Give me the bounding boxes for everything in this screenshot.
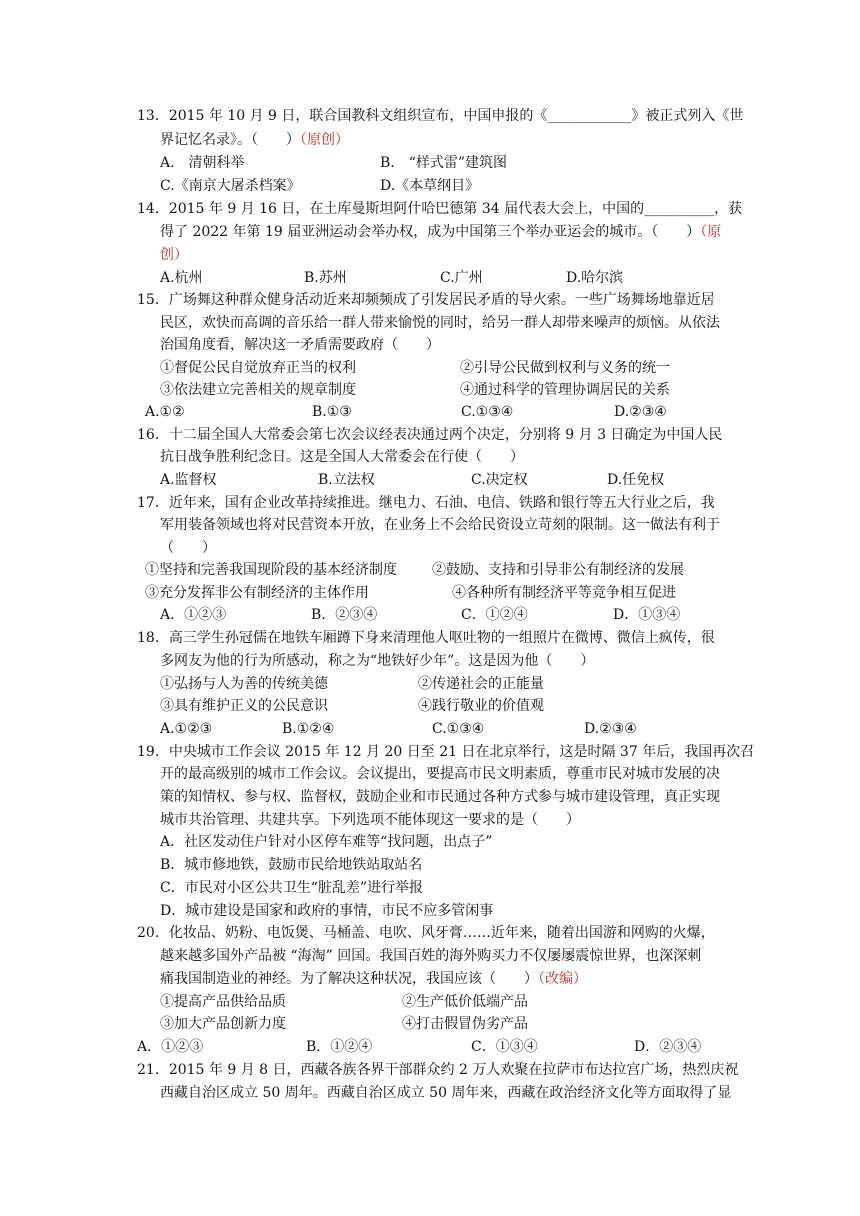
q18-option-b: B.①②④ — [282, 721, 335, 737]
q20-option-a: A．①②③ — [137, 1039, 204, 1055]
q20-item-4: ④打击假冒伪劣产品 — [402, 1016, 528, 1032]
q19-option-a: A．社区发动住户针对小区停车难等“找问题，出点子” — [160, 834, 493, 850]
q18-line-2: 多网友为他的行为所感动，称之为“地铁好少年”。这是因为他（ ） — [160, 653, 595, 669]
q13-option-c: C.《南京大屠杀档案》 — [160, 178, 301, 194]
q19-option-d: D．城市建设是国家和政府的事情，市民不应多管闲事 — [160, 903, 494, 919]
q19-option-b: B．城市修地铁，鼓励市民给地铁站取站名 — [160, 857, 423, 873]
q19-line-3: 策的知情权、参与权、监督权，鼓励企业和市民通过各种方式参与城市建设管理，真正实现 — [160, 789, 720, 805]
q13-line-2-text: 界记忆名录》。（ ） — [160, 132, 300, 148]
q16-option-c: C.决定权 — [471, 472, 528, 488]
q18-item-4: ④践行敬业的价值观 — [418, 698, 544, 714]
q17-option-a: A．①②③ — [160, 607, 227, 623]
q18-item-2: ②传递社会的正能量 — [418, 676, 544, 692]
q16-option-a: A.监督权 — [160, 472, 217, 488]
q17-item-4: ④各种所有制经济平等竞争相互促进 — [452, 585, 676, 601]
q15-item-1: ①督促公民自觉放弃正当的权利 — [160, 360, 356, 376]
q17-item-2: ②鼓励、支持和引导非公有制经济的发展 — [432, 562, 684, 578]
q20-option-b: B．①②④ — [306, 1039, 373, 1055]
q17-line-2: 军用装备领域也将对民营资本开放，在业务上不会给民资设立苛刻的限制。这一做法有利于 — [160, 517, 720, 533]
q14-option-b: B.苏州 — [304, 270, 347, 286]
q21-line-1: 21．2015 年 9 月 8 日，西藏各族各界干部群众约 2 万人欢聚在拉萨市布达拉宫广场，热烈庆祝 — [137, 1062, 739, 1078]
q16-option-b: B.立法权 — [318, 472, 375, 488]
q19-line-1: 19．中央城市工作会议 2015 年 12 月 20 日至 21 日在北京举行，这是时隔 37 年后，我国再次召 — [137, 744, 755, 760]
q20-item-3: ③加大产品创新力度 — [160, 1016, 286, 1032]
q15-option-b: B.①③ — [312, 404, 352, 420]
q17-item-1: ①坚持和完善我国现阶段的基本经济制度 — [145, 562, 397, 578]
q20-line-3-text: 痛我国制造业的神经。为了解决这种状况，我国应该（ ） — [160, 971, 538, 987]
q19-line-4: 城市共治管理、共建共享。下列选项不能体现这一要求的是（ ） — [160, 812, 580, 828]
q17-item-3: ③充分发挥非公有制经济的主体作用 — [145, 585, 369, 601]
q20-item-2: ②生产低价低端产品 — [402, 994, 528, 1010]
q17-option-b: B．②③④ — [311, 607, 378, 623]
q20-source-tag: （改编） — [538, 971, 587, 987]
q15-item-4: ④通过科学的管理协调居民的关系 — [460, 382, 670, 398]
q20-line-2: 越来越多国外产品被 “海淘” 回国。我国百姓的海外购买力不仅屡屡震惊世界，也深深刺 — [160, 948, 702, 964]
q20-line-3 — [160, 969, 587, 989]
q14-option-c: C.广州 — [440, 270, 483, 286]
q20-option-d: D．②③④ — [634, 1039, 702, 1055]
q15-line-2: 民区，欢快而高调的音乐给一群人带来愉悦的同时，给另一群人却带来噪声的烦恼。从依法 — [160, 315, 720, 331]
q15-option-a: A.①② — [145, 404, 185, 420]
q16-line-1: 16．十二届全国人大常委会第七次会议经表决通过两个决定，分别将 9 月 3 日确定为中国人民 — [137, 427, 723, 443]
q18-item-3: ③具有维护正义的公民意识 — [160, 698, 328, 714]
q16-line-2: 抗日战争胜利纪念日。这是全国人大常委会在行使（ ） — [160, 449, 524, 465]
q15-line-1: 15．广场舞这种群众健身活动近来却频频成了引发居民矛盾的导火索。一些广场舞场地靠近居 — [137, 292, 715, 308]
q17-option-d: D．①③④ — [613, 607, 681, 623]
q20-line-1: 20．化妆品、奶粉、电饭煲、马桶盖、电吹、风牙膏……近年来，随着出国游和网购的火爆， — [137, 925, 715, 941]
q17-option-c: C．①②④ — [461, 607, 528, 623]
q14-option-d: D.哈尔滨 — [566, 270, 624, 286]
q14-source-tag-cont: 创） — [160, 247, 188, 263]
q13-source-tag: （原创） — [300, 132, 349, 148]
q13-option-b: B. “样式雷”建筑图 — [380, 155, 508, 171]
q18-option-d: D.②③④ — [584, 721, 637, 737]
q18-line-1: 18．高三学生孙冠儒在地铁车厢蹲下身来清理他人呕吐物的一组照片在微博、微信上疯传，很 — [137, 630, 715, 646]
q18-item-1: ①弘扬与人为善的传统美德 — [160, 676, 328, 692]
q15-item-2: ②引导公民做到权利与义务的统一 — [460, 360, 670, 376]
q20-option-c: C．①③④ — [471, 1039, 538, 1055]
q14-source-tag: （原 — [700, 224, 722, 240]
q21-line-2: 西藏自治区成立 50 周年。西藏自治区成立 50 周年来，西藏在政治经济文化等方面取得了显 — [160, 1085, 732, 1101]
q17-line-1: 17．近年来，国有企业改革持续推进。继电力、石油、电信、铁路和银行等五大行业之后，我 — [137, 495, 715, 511]
q14-option-a: A.杭州 — [160, 270, 203, 286]
q18-option-c: C.①③④ — [432, 721, 485, 737]
q15-option-d: D.②③④ — [614, 404, 667, 420]
q15-option-c: C.①③④ — [461, 404, 514, 420]
q14-line-2 — [160, 222, 721, 242]
q20-item-1: ①提高产品供给品质 — [160, 994, 286, 1010]
q13-option-a: A. 清朝科举 — [160, 155, 245, 171]
q13-option-d: D.《本草纲目》 — [380, 178, 480, 194]
q16-option-d: D.任免权 — [607, 472, 665, 488]
q14-line-2-text: 得了 2022 年第 19 届亚洲运动会举办权，成为中国第三个举办亚运会的城市。（ ） — [160, 224, 701, 240]
q19-option-c: C．市民对小区公共卫生“脏乱差”进行举报 — [160, 880, 424, 896]
q18-option-a: A.①②③ — [160, 721, 213, 737]
q13-line-2 — [160, 130, 349, 150]
q15-item-3: ③依法建立完善相关的规章制度 — [160, 382, 356, 398]
q17-line-3: （ ） — [160, 540, 216, 556]
q19-line-2: 开的最高级别的城市工作会议。会议提出，要提高市民文明素质，尊重市民对城市发展的决 — [160, 766, 720, 782]
q15-line-3: 治国角度看，解决这一矛盾需要政府（ ） — [160, 337, 440, 353]
q14-line-1: 14．2015 年 9 月 16 日，在土库曼斯坦阿什哈巴德第 34 届代表大会上，中国的__________，获 — [137, 201, 743, 217]
q13-line-1: 13．2015 年 10 月 9 日，联合国教科文组织宣布，中国申报的《____________》被正式列入《世 — [137, 108, 744, 124]
